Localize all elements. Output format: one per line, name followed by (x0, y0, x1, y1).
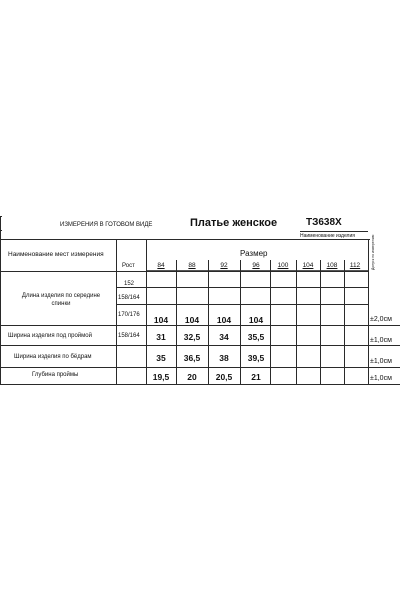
cell-hip-92: 38 (219, 353, 229, 363)
cell-chest-92: 34 (219, 332, 229, 342)
size-92: 92 (220, 262, 228, 269)
height-158-164-b: 158/164 (118, 333, 140, 339)
cell-hip-96: 39,5 (247, 353, 265, 363)
cell-length-96: 104 (248, 315, 264, 325)
row-name-armhole-depth: Глубина проймы (32, 372, 79, 378)
tolerance-armhole-depth: ±1,0см (370, 375, 392, 382)
cell-length-84: 104 (153, 315, 169, 325)
cell-armhole-96: 21 (251, 372, 261, 382)
size-100: 100 (277, 262, 289, 269)
size-title: Размер (240, 249, 268, 258)
cell-armhole-84: 19,5 (152, 372, 170, 382)
tolerance-vertical-header: Допуск по измерению (371, 234, 375, 270)
cell-hip-88: 36,5 (183, 353, 201, 363)
cell-length-92: 104 (216, 315, 232, 325)
measurements-label: ИЗМЕРЕНИЯ В ГОТОВОМ ВИДЕ (60, 222, 153, 228)
cell-armhole-88: 20 (187, 372, 197, 382)
size-104: 104 (302, 262, 314, 269)
size-96: 96 (252, 262, 260, 269)
size-112: 112 (349, 262, 361, 269)
height-170-176: 170/176 (118, 312, 140, 318)
height-152: 152 (124, 281, 135, 287)
size-84: 84 (157, 262, 165, 269)
tolerance-length: ±2,0см (370, 316, 392, 323)
tolerance-chest-width: ±1,0см (370, 337, 392, 344)
product-name-caption: Наименование изделия (300, 233, 355, 239)
cell-length-88: 104 (184, 315, 200, 325)
tolerance-hip-width: ±1,0см (370, 358, 392, 365)
model-code: ТЗ638Х (306, 217, 342, 228)
product-name: Платье женское (190, 217, 278, 229)
cell-chest-84: 31 (156, 332, 166, 342)
row-name-length: Длина изделия по середине спинки (21, 293, 101, 307)
col-header-height: Рост (122, 263, 135, 269)
size-88: 88 (188, 262, 196, 269)
col-header-places: Наименование мест измерения (8, 251, 104, 258)
cell-armhole-92: 20,5 (215, 372, 233, 382)
cell-hip-84: 35 (156, 353, 166, 363)
height-158-164-a: 158/164 (118, 295, 140, 301)
row-name-chest-width: Ширина изделия под проймой (8, 333, 92, 339)
row-name-hip-width: Ширина изделия по бёдрам (14, 354, 92, 360)
cell-chest-88: 32,5 (183, 332, 201, 342)
cell-chest-96: 35,5 (247, 332, 265, 342)
size-108: 108 (326, 262, 338, 269)
